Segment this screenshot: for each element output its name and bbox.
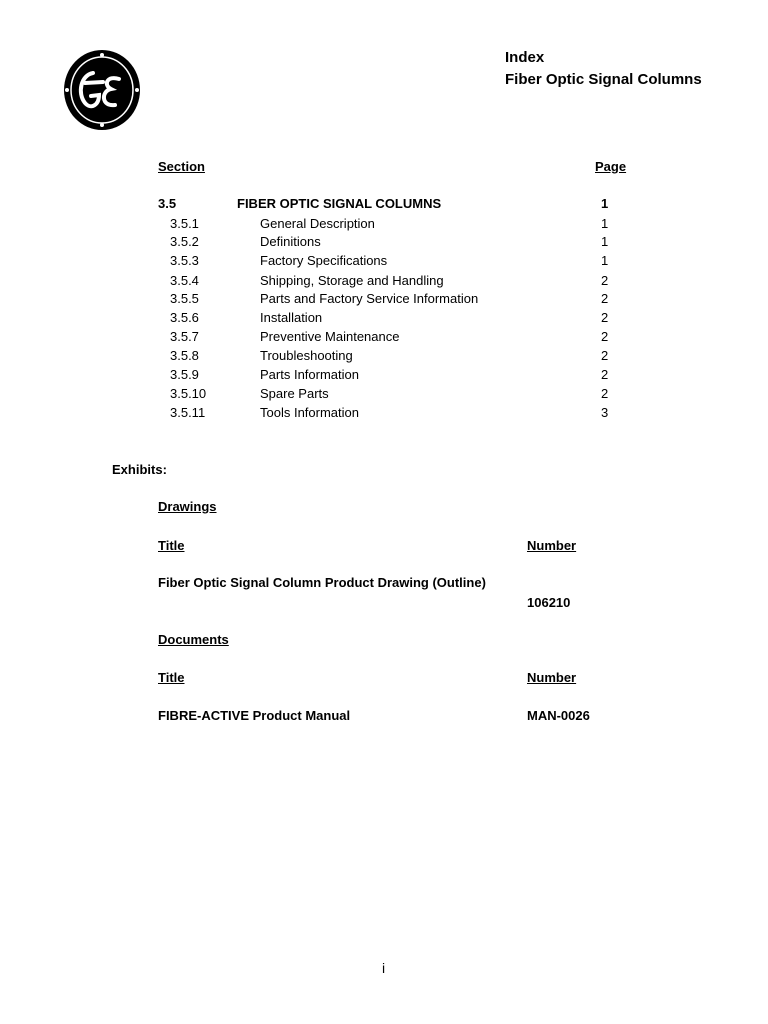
toc-title: Installation — [260, 310, 323, 325]
toc-row — [0, 386, 768, 404]
toc-number: 3.5.6 — [170, 310, 199, 325]
section-heading: Section — [158, 159, 205, 174]
toc-page: 2 — [601, 348, 609, 363]
toc-title: Tools Information — [260, 405, 359, 420]
toc-row — [0, 273, 768, 291]
toc-row — [0, 310, 768, 328]
toc-number: 3.5.3 — [170, 253, 199, 268]
toc-main-page: 1 — [601, 196, 609, 211]
toc-title: Spare Parts — [260, 386, 329, 401]
toc-row — [0, 253, 768, 271]
documents-title-heading: Title — [158, 670, 185, 685]
toc-row — [0, 405, 768, 423]
documents-heading: Documents — [158, 632, 229, 647]
toc-number: 3.5.5 — [170, 291, 199, 306]
toc-title: Shipping, Storage and Handling — [260, 273, 444, 288]
toc-number: 3.5.7 — [170, 329, 199, 344]
toc-page: 2 — [601, 329, 609, 344]
drawings-number-heading: Number — [527, 538, 577, 553]
toc-main-title: FIBER OPTIC SIGNAL COLUMNS — [237, 196, 442, 211]
toc-number: 3.5.10 — [170, 386, 207, 401]
document-entry-title: FIBRE-ACTIVE Product Manual — [158, 708, 351, 723]
document-entry-number: MAN-0026 — [527, 708, 590, 723]
drawings-heading: Drawings — [158, 499, 217, 514]
toc-page: 1 — [601, 234, 609, 249]
header-index: Index — [505, 49, 545, 66]
toc-number: 3.5.11 — [170, 405, 206, 420]
toc-title: General Description — [260, 216, 375, 231]
documents-number-heading: Number — [527, 670, 577, 685]
toc-row — [0, 291, 768, 309]
toc-page: 3 — [601, 405, 609, 420]
toc-title: Parts and Factory Service Information — [260, 291, 479, 306]
toc-main-number: 3.5 — [158, 196, 177, 211]
toc-page: 2 — [601, 273, 609, 288]
toc-number: 3.5.8 — [170, 348, 199, 363]
toc-title: Preventive Maintenance — [260, 329, 400, 344]
toc-row — [0, 329, 768, 347]
toc-page: 2 — [601, 386, 609, 401]
toc-title: Troubleshooting — [260, 348, 353, 363]
toc-page: 2 — [601, 291, 609, 306]
toc-title: Parts Information — [260, 367, 359, 382]
toc-number: 3.5.4 — [170, 273, 199, 288]
toc-number: 3.5.2 — [170, 234, 199, 249]
toc-number: 3.5.1 — [170, 216, 199, 231]
ge-logo — [63, 49, 141, 131]
drawing-entry-number: 106210 — [527, 595, 571, 610]
page-heading: Page — [595, 159, 627, 174]
toc-title: Definitions — [260, 234, 321, 249]
exhibits-label: Exhibits: — [112, 462, 167, 477]
toc-row — [0, 367, 768, 385]
footer-page-number: i — [382, 960, 386, 976]
header-subtitle: Fiber Optic Signal Columns — [505, 71, 702, 88]
toc-row — [0, 216, 768, 234]
toc-row — [0, 234, 768, 252]
toc-page: 1 — [601, 216, 609, 231]
toc-page: 2 — [601, 367, 609, 382]
toc-page: 1 — [601, 253, 609, 268]
toc-number: 3.5.9 — [170, 367, 199, 382]
drawings-title-heading: Title — [158, 538, 185, 553]
drawing-entry-title: Fiber Optic Signal Column Product Drawing (Outline) — [158, 575, 486, 590]
toc-page: 2 — [601, 310, 609, 325]
toc-row — [0, 348, 768, 366]
toc-title: Factory Specifications — [260, 253, 388, 268]
toc-main-row — [0, 196, 768, 214]
